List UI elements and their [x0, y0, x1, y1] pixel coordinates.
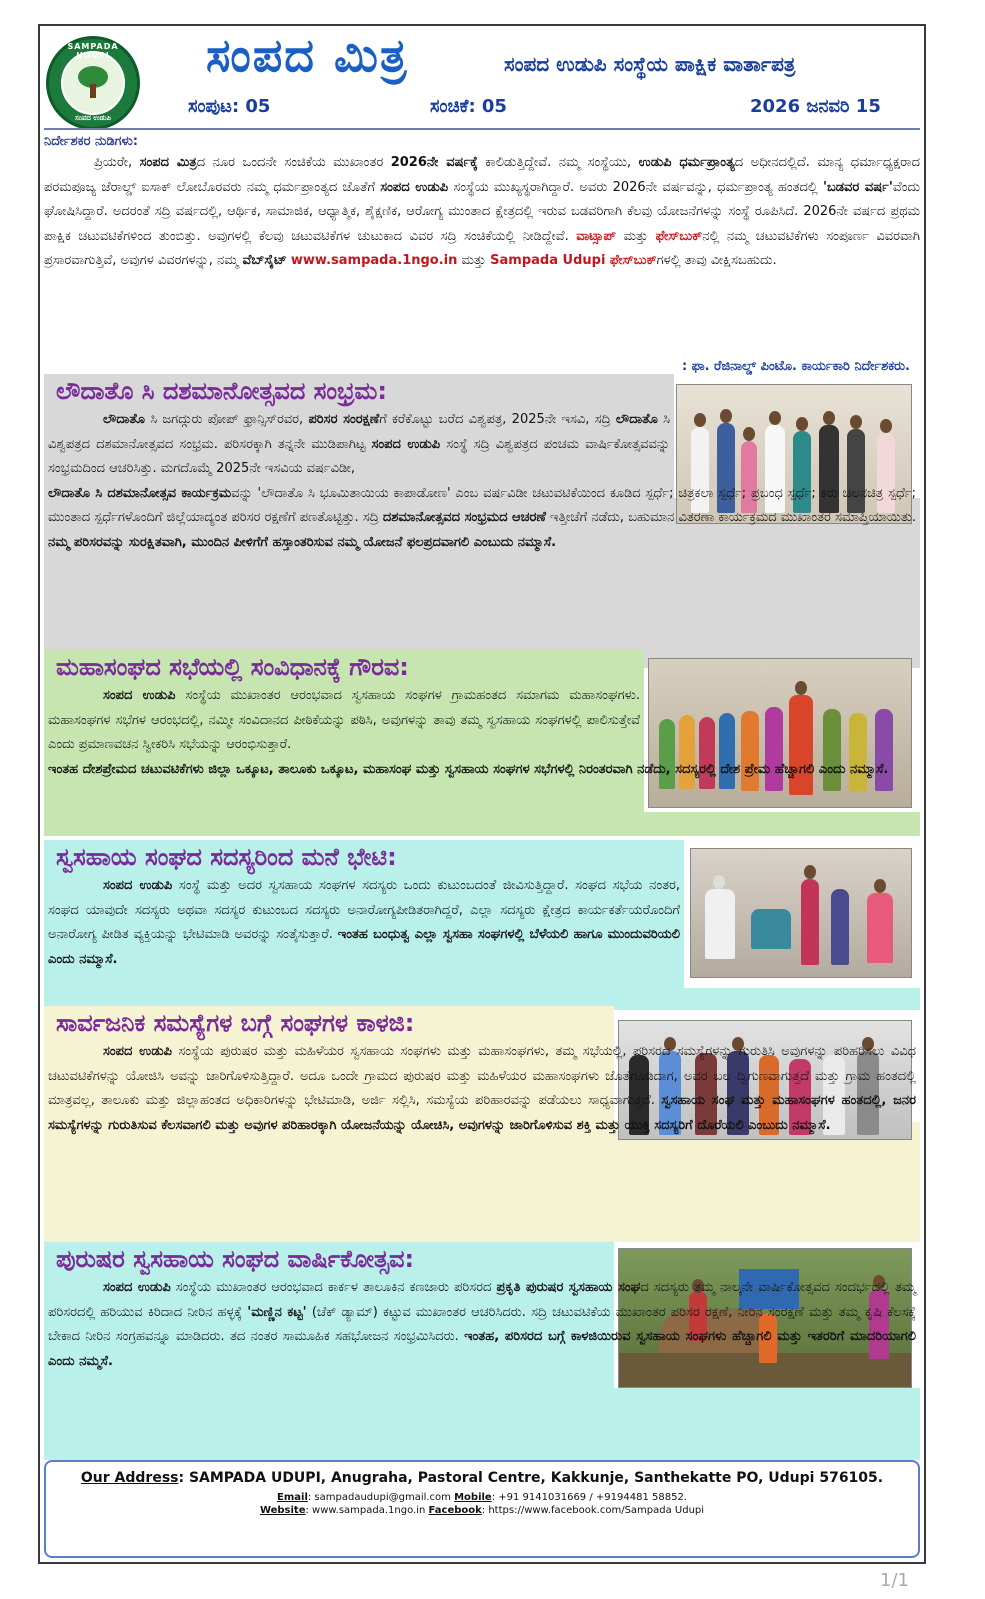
- website-link[interactable]: www.sampada.1ngo.in: [290, 253, 458, 268]
- section-public-issues: [44, 1006, 920, 1242]
- logo-text-top: SAMPADA UDUPI: [67, 42, 119, 60]
- section-body-continued: ಲೌದಾತೊ ಸಿ ದಶಮಾನೋತ್ಸವ ಕಾರ್ಯಕ್ರಮವನ್ನು 'ಲೌದಾತೊ ಸಿ ಭೂಮಿತಾಯಿಯ ಕಾಪಾಡೋಣ' ಎಂಬ ವರ್ಷವಿಡೀ ಚಟುವಟಿಕೆಯಿಂದ ಕೂಡಿದ ಸ್ಪರ್ಧೆ; ಚಿತ್ರಕಲಾ ಸ್ಪರ್ಧೆ; ಪ್ರಬಂಧ ಸ್ಪರ್ಧೆ; ಕಿರು ಚಲನಚಿತ್ರ ಸ್ಪರ್ಧೆ; ಮುಂತಾದ ಸ್ಪರ್ಧೆಗಳೊಂದಿಗೆ ಜಿಲ್ಲೆಯಾದ್ಯಂತ ಪರಿಸರ ರಕ್ಷಣೆಗೆ ಪಣತೊಟ್ಟಿತ್ತು. ಸದ್ರಿ ದಶಮಾನೋತ್ಸವದ ಸಂಭ್ರಮದ ಆಚರಣೆ ಇತ್ತೀಚೆಗೆ ನಡೆದು, ಬಹುಮಾನ ವಿತರಣಾ ಕಾರ್ಯಕ್ರಮದ ಮುಖಾಂತರ ಸಮಾಪ್ತಿಯಾಯಿತು. ನಮ್ಮ ಪರಿಸರವನ್ನು ಸುರಕ್ಷಿತವಾಗಿ, ಮುಂದಿನ ಪೀಳಿಗೆಗೆ ಹಸ್ತಾಂತರಿಸುವ ನಮ್ಮ ಯೋಜನೆ ಫಲಪ್ರದವಾಗಲಿ ಎಂಬುದು ನಮ್ಮಾಸೆ.: [48, 485, 917, 550]
- section-home-visit: [44, 840, 920, 1010]
- newsletter-title: ಸಂಪದ ಮಿತ್ರ: [206, 28, 409, 82]
- section-body: ಸಂಪದ ಉಡುಪಿ ಸಂಸ್ಥೆ ಮತ್ತು ಅದರ ಸ್ವಸಹಾಯ ಸಂಘಗಳ ಸದಸ್ಯರು ಒಂದು ಕುಟುಂಬದಂತೆ ಜೀವಿಸುತ್ತಿದ್ದಾರೆ. ಸಂಘದ ಸಭೆಯ ನಂತರ, ಸಂಘದ ಯಾವುದೇ ಸದಸ್ಯರು ಅಥವಾ ಸದಸ್ಯರ ಕುಟುಂಬದ ಸದಸ್ಯರು ಅನಾರೋಗ್ಯಪೀಡಿತರಾಗಿದ್ದರೆ, ಎಲ್ಲಾ ಸದಸ್ಯರು ಕ್ಷೇತ್ರದ ಕಾರ್ಯಕರ್ತೆಯರೊಂದಿಗೆ ಅನಾರೋಗ್ಯ ಪೀಡಿತ ವ್ಯಕ್ತಿಯನ್ನು ಭೇಟಿಮಾಡಿ ಅವರನ್ನು ಸಂತೈಸುತ್ತಾರೆ. ಇಂತಹ ಬಂಧುತ್ವ ಎಲ್ಲಾ ಸ್ವಸಹಾ ಸಂಘಗಳಲ್ಲಿ ಬೆಳೆಯಲಿ ಹಾಗೂ ಮುಂದುವರಿಯಲಿ ಎಂದು ನಮ್ಮಾಸೆ.: [48, 878, 680, 967]
- whatsapp-link[interactable]: ವಾಟ್ಸಾಪ್: [576, 228, 617, 244]
- section-heading: ಮಹಾಸಂಘದ ಸಭೆಯಲ್ಲಿ ಸಂವಿಧಾನಕ್ಕೆ ಗೌರವ:: [56, 653, 409, 681]
- address-footer: [44, 1460, 920, 1558]
- footer-contact: Email: sampadaudupi@gmail.com Mobile: +91 9141031669 / +9194481 58852.: [277, 1492, 687, 1503]
- director-note: [44, 134, 920, 374]
- footer-address: Our Address: SAMPADA UDUPI, Anugraha, Pastoral Centre, Kakkunje, Santhekatte PO, Udupi 576105.: [80, 1470, 884, 1486]
- footer-web: Website: www.sampada.1ngo.in Facebook: https://www.facebook.com/Sampada Udupi: [259, 1505, 705, 1516]
- section-constitution: [44, 650, 920, 836]
- section-body: ಸಂಪದ ಉಡುಪಿ ಸಂಸ್ಥೆಯ ಪುರುಷರ ಮತ್ತು ಮಹಿಳೆಯರ ಸ್ವಸಹಾಯ ಸಂಘಗಳು ಮತ್ತು ಮಹಾಸಂಘಗಳು, ತಮ್ಮ ಸಭೆಯಲ್ಲಿ, ಪರಿಸರದ ಸಮಸ್ಯೆಗಳನ್ನು ಗುರುತಿಸಿ ಅವುಗಳನ್ನು ಪರಿಹರಿಸಲು ವಿವಿಧ ಚಟುವಟಿಕೆಗಳನ್ನು ಯೋಜಿಸಿ ಅವನ್ನು ಜಾರಿಗೊಳಿಸುತ್ತಿದ್ದಾರೆ. ಅದೂ ಒಂದೇ ಗ್ರಾಮದ ಪುರುಷರ ಮತ್ತು ಮಹಿಳೆಯರ ಮಹಾಸಂಘಗಳು ಜೊತೆಗೂಡಿದಾಗ, ಅವರ ಬಲ ದ್ವಿಗುಣವಾಗುತ್ತದೆ ಮತ್ತು ಗ್ರಾಮ ಹಂತದಲ್ಲಿ ಮಾತ್ರವಲ್ಲ, ತಾಲೂಕು ಮತ್ತು ಜಿಲ್ಲಾಹಂತದ ಅಧಿಕಾರಿಗಳನ್ನು ಭೇಟಿಮಾಡಿ, ಅರ್ಜಿ ಸಲ್ಲಿಸಿ, ಸಮಸ್ಯೆಯ ಪರಿಹಾರವನ್ನು ಪಡೆಯಲು ಸಾಧ್ಯವಾಗುತ್ತದೆ. ಸ್ವಸಹಾಯ ಸಂಘ ಮತ್ತು ಮಹಾಸಂಘಗಳ ಹಂತದಲ್ಲಿ, ಜನರ ಸಮಸ್ಯೆಗಳನ್ನು ಗುರುತಿಸುವ ಕೆಲಸವಾಗಲಿ ಮತ್ತು ಅವುಗಳ ಪರಿಹಾರಕ್ಕಾಗಿ ಯೋಜನೆಯನ್ನು ಯೋಚಿಸಿ, ಅವುಗಳನ್ನು ಜಾರಿಗೊಳಿಸುವ ಶಕ್ತಿ ಮತ್ತು ಯುಕ್ತಿ ಸದಸ್ಯರಿಗೆ ದೊರೆಯಲಿ ಎಂಬುದು ನಮ್ಮಾಸೆ.: [48, 1044, 916, 1133]
- newsletter-page: [38, 24, 926, 1564]
- issue-date: 2026 ಜನವರಿ 15: [750, 96, 881, 117]
- volume-number: ಸಂಪುಟ: 05: [188, 96, 271, 117]
- masthead: [40, 26, 924, 130]
- section-mens-shg-anniversary: [44, 1242, 920, 1460]
- newsletter-subtitle: ಸಂಪದ ಉಡುಪಿ ಸಂಸ್ಥೆಯ ಪಾಕ್ಷಿಕ ವಾರ್ತಾಪತ್ರ: [504, 52, 796, 76]
- email-link[interactable]: : sampadaudupi@gmail.com: [307, 1492, 455, 1503]
- issue-number: ಸಂಚಿಕೆ: 05: [430, 96, 507, 117]
- facebook-page-link[interactable]: Sampada Udupi ಫೇಸ್‌ಬುಕ್: [490, 253, 657, 268]
- section-heading: ಸಾರ್ವಜನಿಕ ಸಮಸ್ಯೆಗಳ ಬಗ್ಗೆ ಸಂಘಗಳ ಕಾಳಜಿ:: [56, 1009, 415, 1037]
- director-note-body: ಪ್ರಿಯರೇ, ಸಂಪದ ಮಿತ್ರದ ನೂರ ಒಂದನೇ ಸಂಚಿಕೆಯ ಮುಖಾಂತರ 2026ನೇ ವರ್ಷಕ್ಕೆ ಕಾಲಿಡುತ್ತಿದ್ದೇವೆ. ನಮ್ಮ ಸಂಸ್ಥೆಯು, ಉಡುಪಿ ಧರ್ಮಪ್ರಾಂತ್ಯದ ಅಧೀನದಲ್ಲಿದೆ. ಮಾನ್ಯ ಧರ್ಮಾಧ್ಯಕ್ಷರಾದ ಪರಮಪೂಜ್ಯ ಜೆರಾಲ್ಡ್ ಐಸಾಕ್ ಲೋಬೊರವರು ನಮ್ಮ ಧರ್ಮಪ್ರಾಂತ್ಯದ ಜೊತೆಗೆ ಸಂಪದ ಉಡುಪಿ ಸಂಸ್ಥೆಯ ಮುಖ್ಯಸ್ಥರಾಗಿದ್ದಾರೆ. ಅವರು 2026ನೇ ವರ್ಷವನ್ನು, ಧರ್ಮಪ್ರಾಂತ್ಯ ಹಂತದಲ್ಲಿ 'ಬಡವರ ವರ್ಷ'ವೆಂದು ಘೋಷಿಸಿದ್ದಾರೆ. ಅದರಂತೆ ಸದ್ರಿ ವರ್ಷದಲ್ಲಿ, ಆರ್ಥಿಕ, ಸಾಮಾಜಿಕ, ಆಧ್ಯಾತ್ಮಿಕ, ಶೈಕ್ಷಣಿಕ, ಆರೋಗ್ಯ ಮುಂತಾದ ಕ್ಷೇತ್ರದಲ್ಲಿ ಇರುವ ಬಡವರಿಗಾಗಿ ಕೆಲವು ಯೋಜನೆಗಳನ್ನು ಸಂಸ್ಥೆ ರೂಪಿಸಿದೆ. 2026ನೇ ವರ್ಷದ ಪ್ರಥಮ ಪಾಕ್ಷಿಕ ಚಟುವಟಿಕೆಗಳಿಂದ ತುಂಬಿತ್ತು. ಅವುಗಳಲ್ಲಿ ಕೆಲವು ಚಟುವಟಿಕೆಗಳ ಚುಟುಕಾದ ವಿವರ ಸದ್ರಿ ಸಂಚಿಕೆಯಲ್ಲಿ ನೀಡಿದ್ದೇವೆ. ವಾಟ್ಸಾಪ್ ಮತ್ತು ಫೇಸ್‌ಬುಕ್ನಲ್ಲಿ ನಮ್ಮ ಚಟುವಟಿಕೆಗಳು ಸಂಪೂರ್ಣ ವಿವರವಾಗಿ ಪ್ರಸಾರವಾಗುತ್ತಿವೆ, ಅವುಗಳ ವಿವರಗಳನ್ನು, ನಮ್ಮ ವೆಬ್‌ಸೈಟ್ www.sampada.1ngo.in ಮತ್ತು Sampada Udupi ಫೇಸ್‌ಬುಕ್ಗಳಲ್ಲಿ ತಾವು ವೀಕ್ಷಿಸಬಹುದು.: [44, 155, 920, 268]
- section-laudato-si: [44, 374, 920, 668]
- section-body: ಲೌದಾತೊ ಸಿ ಜಗದ್ಗುರು ಪೋಪ್ ಫ್ರಾನ್ಸಿಸ್‌ರವರ, ಪರಿಸರ ಸಂರಕ್ಷಣೆಗೆ ಕರೆಕೊಟ್ಟು ಬರೆದ ವಿಶ್ವಪತ್ರ, 2025ನೇ ಇಸವಿ, ಸದ್ರಿ ಲೌದಾತೊ ಸಿ ವಿಶ್ವಪತ್ರದ ದಶಮಾನೋತ್ಸವದ ಸಂಭ್ರಮ. ಪರಿಸರಕ್ಕಾಗಿ ತನ್ನನೇ ಮುಡಿಪಾಗಿಟ್ಟ ಸಂಪದ ಉಡುಪಿ ಸಂಸ್ಥೆ ಸದ್ರಿ ವಿಶ್ವಪತ್ರದ ಪಂಚಮ ವಾರ್ಷಿಕೋತ್ಸವವನ್ನು ಸಂಭ್ರಮದಿಂದ ಆಚರಿಸಿತ್ತು. ಮಗದೊಮ್ಮೆ 2025ನೇ ಇಸವಿಯ ವರ್ಷವಿಡೀ,: [48, 412, 670, 476]
- section-body-continued: ಇಂತಹ ದೇಶಪ್ರೇಮದ ಚಟುವಟಿಕೆಗಳು ಜಿಲ್ಲಾ ಒಕ್ಕೂಟ, ತಾಲೂಕು ಒಕ್ಕೂಟ, ಮಹಾಸಂಘ ಮತ್ತು ಸ್ವಸಹಾಯ ಸಂಘಗಳ ಸಭೆಗಳಲ್ಲಿ ನಿರಂತರವಾಗಿ ನಡೆದು, ಸದಸ್ಯರಲ್ಲಿ ದೇಶ ಪ್ರೇಮ ಹೆಚ್ಚಾಗಲಿ ಎಂದು ನಮ್ಮಾಸೆ.: [48, 761, 889, 777]
- section-heading: ಲೌದಾತೊ ಸಿ ದಶಮಾನೋತ್ಸವದ ಸಂಭ್ರಮ:: [56, 377, 387, 405]
- facebook-link[interactable]: ಫೇಸ್‌ಬುಕ್: [655, 228, 703, 244]
- section-body: ಸಂಪದ ಉಡುಪಿ ಸಂಸ್ಥೆಯ ಮುಖಾಂತರ ಆರಂಭವಾದ ಕಾರ್ಕಳ ತಾಲೂಕಿನ ಕಣಜಾರು ಪರಿಸರದ ಪ್ರಕೃತಿ ಪುರುಷರ ಸ್ವಸಹಾಯ ಸಂಘದ ಸದಸ್ಯರು ತಮ್ಮ ನಾಲ್ಕನೇ ವಾರ್ಷಿಕೋತ್ಸವದ ಸಂದರ್ಭದಲ್ಲಿ ತಮ್ಮ ಪರಿಸರದಲ್ಲಿ ಹರಿಯುವ ಕಿರಿದಾದ ನೀರಿನ ಹಳ್ಳಕ್ಕೆ 'ಮಣ್ಣಿನ ಕಟ್ಟ' (ಚೆಕ್ ಡ್ಯಾಮ್) ಕಟ್ಟುವ ಮುಖಾಂತರ ಆಚರಿಸಿದರು. ಸದ್ರಿ ಚಟುವಟಿಕೆಯ ಮುಖಾಂತರ ಪರಿಸರ ರಕ್ಷಣೆ, ನೀರಿನ ಸಂರಕ್ಷಣೆ ಮತ್ತು ತಮ್ಮ ಕೃಷಿ ಕೆಲಸಕ್ಕೆ ಬೇಕಾದ ನೀರಿನ ಸಂಗ್ರಹವನ್ನೂ ಮಾಡಿದರು. ತದ ನಂತರ ಸಾಮೂಹಿಕ ಸಹಭೋಜನ ಸಂಭ್ರಮಿಸಿದರು. ಇಂತಹ, ಪರಿಸರದ ಬಗ್ಗೆ ಕಾಳಜಿಯಿರುವ ಸ್ವಸಹಾಯ ಸಂಘಗಳು ಹೆಚ್ಚಾಗಲಿ ಮತ್ತು ಇತರರಿಗೆ ಮಾದರಿಯಾಗಲಿ ಎಂದು ನಮ್ಮಸೆ.: [48, 1280, 917, 1369]
- section-heading: ಸ್ವಸಹಾಯ ಸಂಘದ ಸದಸ್ಯರಿಂದ ಮನೆ ಭೇಟಿ:: [56, 843, 397, 871]
- footer-facebook-link[interactable]: : https://www.facebook.com/Sampada Udupi: [481, 1505, 705, 1516]
- footer-website-link[interactable]: : www.sampada.1ngo.in: [305, 1505, 429, 1516]
- masthead-divider: [44, 128, 920, 130]
- tree-icon: [76, 66, 110, 100]
- issue-line: [40, 96, 924, 120]
- section-body: ಸಂಪದ ಉಡುಪಿ ಸಂಸ್ಥೆಯ ಮುಖಾಂತರ ಆರಂಭವಾದ ಸ್ವಸಹಾಯ ಸಂಘಗಳ ಗ್ರಾಮಹಂತದ ಸಮಾಗಮ ಮಹಾಸಂಘಗಳು. ಮಹಾಸಂಘಗಳ ಸಭೆಗಳ ಆರಂಭದಲ್ಲಿ, ನಮ್ಮೀ ಸಂವಿದಾನದ ಪೀಠಿಕೆಯನ್ನು ಪಠಿಸಿ, ಅವುಗಳನ್ನು ತಾವು ತಮ್ಮ ಸ್ವಸಹಾಯ ಸಂಘಗಳಲ್ಲಿ ಪಾಲಿಸುತ್ತೇವೆ ಎಂದು ಪ್ರಮಾಣವಚನ ಸ್ವೀಕರಿಸಿ ಸಭೆಯನ್ನು ಆರಂಭಿಸುತ್ತಾರೆ.: [48, 688, 640, 752]
- section-heading: ಪುರುಷರ ಸ್ವಸಹಾಯ ಸಂಘದ ವಾರ್ಷಿಕೋತ್ಸವ:: [56, 1245, 415, 1273]
- logo-text-bottom: ಸಂಪದ ಉಡುಪಿ: [75, 114, 111, 122]
- director-note-heading: ನಿರ್ದೇಶಕರ ನುಡಿಗಳು:: [44, 134, 138, 149]
- page-number: 1/1: [880, 1570, 909, 1591]
- director-signature: : ಫಾ. ರೆಜಿನಾಲ್ಡ್ ಪಿಂಟೊ. ಕಾರ್ಯಕಾರಿ ನಿರ್ದೇಶಕರು.: [681, 359, 910, 374]
